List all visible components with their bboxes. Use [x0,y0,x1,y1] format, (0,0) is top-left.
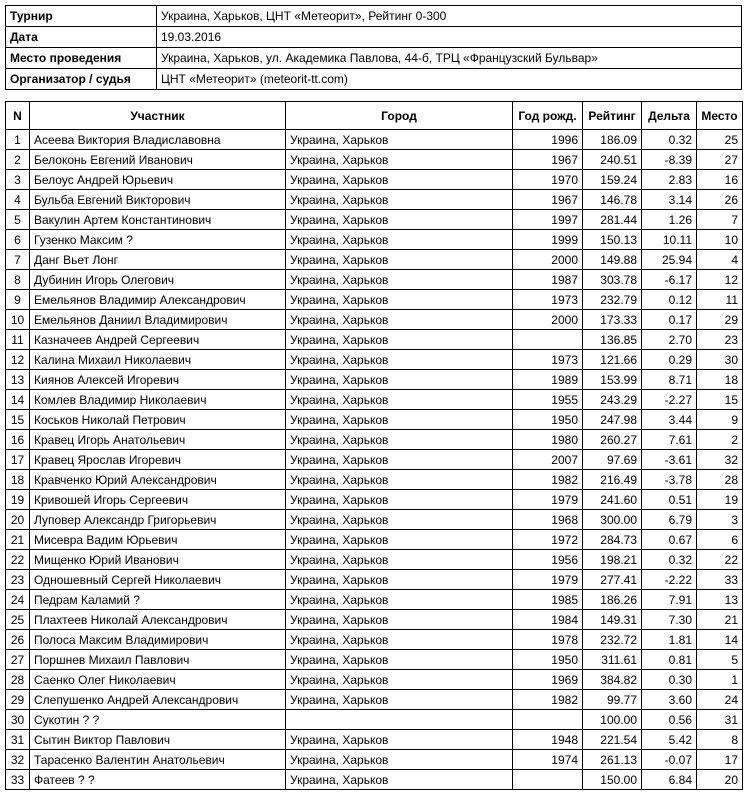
cell-number: 2 [6,150,30,170]
cell-city: Украина, Харьков [286,290,513,310]
cell-birth-year: 1987 [513,270,583,290]
cell-rating: 277.41 [583,570,642,590]
cell-birth-year [513,770,583,790]
cell-delta: 6.84 [642,770,697,790]
table-row [6,470,743,490]
cell-rating: 149.88 [583,250,642,270]
table-row [6,670,743,690]
table-row [6,550,743,570]
cell-rating: 260.27 [583,430,642,450]
cell-number: 24 [6,590,30,610]
cell-birth-year [513,330,583,350]
cell-rating: 149.31 [583,610,642,630]
table-row [6,430,743,450]
table-row [6,570,743,590]
cell-place: 29 [697,310,743,330]
cell-birth-year: 2000 [513,310,583,330]
cell-birth-year: 1970 [513,170,583,190]
cell-delta: 7.61 [642,430,697,450]
cell-participant: Данг Вьет Лонг [30,250,286,270]
cell-delta: 10.11 [642,230,697,250]
venue-value: Украина, Харьков, ул. Академика Павлова, 44-б, ТРЦ «Французский Бульвар» [157,48,742,69]
cell-city: Украина, Харьков [286,730,513,750]
cell-birth-year: 1956 [513,550,583,570]
cell-rating: 153.99 [583,370,642,390]
cell-city: Украина, Харьков [286,630,513,650]
cell-rating: 281.44 [583,210,642,230]
cell-place: 14 [697,630,743,650]
cell-city: Украина, Харьков [286,770,513,790]
cell-number: 20 [6,510,30,530]
cell-rating: 100.00 [583,710,642,730]
cell-rating: 97.69 [583,450,642,470]
results-body [6,130,743,790]
cell-city: Украина, Харьков [286,270,513,290]
cell-rating: 173.33 [583,310,642,330]
cell-participant: Мисевра Вадим Юрьевич [30,530,286,550]
info-row-organizer [6,69,742,90]
cell-place: 22 [697,550,743,570]
cell-birth-year: 1982 [513,690,583,710]
cell-number: 5 [6,210,30,230]
cell-place: 10 [697,230,743,250]
cell-birth-year: 1974 [513,750,583,770]
header-city: Город [286,102,513,130]
table-row [6,730,743,750]
cell-rating: 150.00 [583,770,642,790]
cell-participant: Плахтеев Николай Александрович [30,610,286,630]
cell-place: 7 [697,210,743,230]
cell-birth-year: 1997 [513,210,583,230]
cell-participant: Калина Михаил Николаевич [30,350,286,370]
cell-rating: 146.78 [583,190,642,210]
cell-rating: 311.61 [583,650,642,670]
header-birth-year: Год рожд. [513,102,583,130]
cell-delta: 0.30 [642,670,697,690]
cell-participant: Емельянов Даниил Владимирович [30,310,286,330]
cell-birth-year: 1950 [513,650,583,670]
cell-participant: Луповер Александр Григорьевич [30,510,286,530]
cell-number: 33 [6,770,30,790]
cell-delta: 7.30 [642,610,697,630]
cell-city: Украина, Харьков [286,210,513,230]
cell-birth-year: 1982 [513,470,583,490]
cell-rating: 284.73 [583,530,642,550]
table-row [6,610,743,630]
header-participant: Участник [30,102,286,130]
cell-number: 3 [6,170,30,190]
cell-place: 17 [697,750,743,770]
table-row [6,290,743,310]
header-place: Место [697,102,743,130]
cell-delta: 1.81 [642,630,697,650]
cell-participant: Сукотин ? ? [30,710,286,730]
cell-delta: 0.12 [642,290,697,310]
cell-participant: Гузенко Максим ? [30,230,286,250]
cell-place: 18 [697,370,743,390]
cell-place: 2 [697,430,743,450]
cell-rating: 243.29 [583,390,642,410]
table-row [6,390,743,410]
cell-delta: 6.79 [642,510,697,530]
header-delta: Дельта [642,102,697,130]
cell-number: 4 [6,190,30,210]
cell-birth-year: 1985 [513,590,583,610]
cell-city: Украина, Харьков [286,610,513,630]
cell-number: 14 [6,390,30,410]
cell-place: 24 [697,690,743,710]
cell-delta: 5.42 [642,730,697,750]
cell-number: 18 [6,470,30,490]
cell-number: 29 [6,690,30,710]
cell-place: 11 [697,290,743,310]
cell-birth-year: 1955 [513,390,583,410]
cell-place: 13 [697,590,743,610]
table-row [6,350,743,370]
cell-participant: Саенко Олег Николаевич [30,670,286,690]
cell-rating: 261.13 [583,750,642,770]
table-row [6,190,743,210]
cell-city: Украина, Харьков [286,330,513,350]
cell-place: 33 [697,570,743,590]
cell-place: 32 [697,450,743,470]
cell-participant: Кравец Ярослав Игоревич [30,450,286,470]
organizer-value: ЦНТ «Метеорит» (meteorit-tt.com) [157,69,742,90]
cell-participant: Педрам Каламий ? [30,590,286,610]
cell-number: 16 [6,430,30,450]
cell-birth-year: 1973 [513,350,583,370]
cell-delta: -3.78 [642,470,697,490]
cell-delta: 2.70 [642,330,697,350]
cell-place: 4 [697,250,743,270]
cell-delta: 2.83 [642,170,697,190]
cell-participant: Полоса Максим Владимирович [30,630,286,650]
table-row [6,250,743,270]
cell-delta: 0.32 [642,130,697,150]
cell-birth-year [513,710,583,730]
date-label: Дата [6,27,157,48]
cell-rating: 384.82 [583,670,642,690]
cell-number: 19 [6,490,30,510]
table-row [6,330,743,350]
cell-rating: 240.51 [583,150,642,170]
cell-place: 9 [697,410,743,430]
cell-rating: 136.85 [583,330,642,350]
cell-participant: Асеева Виктория Владиславовна [30,130,286,150]
table-row [6,210,743,230]
organizer-label: Организатор / судья [6,69,157,90]
cell-number: 25 [6,610,30,630]
cell-birth-year: 1969 [513,670,583,690]
cell-city: Украина, Харьков [286,670,513,690]
cell-delta: -8.39 [642,150,697,170]
table-row [6,310,743,330]
cell-city: Украина, Харьков [286,690,513,710]
cell-place: 3 [697,510,743,530]
table-row [6,170,743,190]
cell-place: 8 [697,730,743,750]
cell-city: Украина, Харьков [286,170,513,190]
cell-place: 30 [697,350,743,370]
cell-participant: Одношевный Сергей Николаевич [30,570,286,590]
cell-delta: 0.51 [642,490,697,510]
cell-birth-year: 1950 [513,410,583,430]
cell-participant: Фатеев ? ? [30,770,286,790]
cell-number: 1 [6,130,30,150]
cell-number: 26 [6,630,30,650]
cell-city: Украина, Харьков [286,230,513,250]
cell-city: Украина, Харьков [286,190,513,210]
cell-number: 8 [6,270,30,290]
cell-rating: 232.79 [583,290,642,310]
cell-birth-year: 1948 [513,730,583,750]
cell-participant: Кравченко Юрий Александрович [30,470,286,490]
cell-place: 25 [697,130,743,150]
cell-city: Украина, Харьков [286,130,513,150]
cell-rating: 186.26 [583,590,642,610]
cell-participant: Сытин Виктор Павлович [30,730,286,750]
cell-place: 16 [697,170,743,190]
cell-participant: Комлев Владимир Николаевич [30,390,286,410]
cell-number: 30 [6,710,30,730]
cell-birth-year: 2007 [513,450,583,470]
info-row-venue [6,48,742,69]
cell-delta: 1.26 [642,210,697,230]
cell-birth-year: 1999 [513,230,583,250]
cell-number: 32 [6,750,30,770]
cell-city: Украина, Харьков [286,310,513,330]
cell-city: Украина, Харьков [286,510,513,530]
cell-rating: 216.49 [583,470,642,490]
cell-birth-year: 1968 [513,510,583,530]
cell-participant: Бульба Евгений Викторович [30,190,286,210]
cell-city: Украина, Харьков [286,410,513,430]
cell-city: Украина, Харьков [286,370,513,390]
cell-birth-year: 1967 [513,190,583,210]
cell-delta: 7.91 [642,590,697,610]
cell-delta: 0.17 [642,310,697,330]
cell-city: Украина, Харьков [286,470,513,490]
table-row [6,770,743,790]
cell-delta: 0.81 [642,650,697,670]
venue-label: Место проведения [6,48,157,69]
info-row-date [6,27,742,48]
results-header-row [6,102,743,130]
cell-birth-year: 1973 [513,290,583,310]
cell-city: Украина, Харьков [286,570,513,590]
cell-rating: 186.09 [583,130,642,150]
cell-delta: 0.32 [642,550,697,570]
cell-delta: 0.29 [642,350,697,370]
info-row-tournament [6,6,742,27]
cell-place: 21 [697,610,743,630]
cell-city: Украина, Харьков [286,590,513,610]
cell-participant: Коськов Николай Петрович [30,410,286,430]
cell-birth-year: 1979 [513,490,583,510]
cell-city: Украина, Харьков [286,750,513,770]
cell-rating: 303.78 [583,270,642,290]
cell-city: Украина, Харьков [286,350,513,370]
cell-delta: 3.60 [642,690,697,710]
cell-number: 31 [6,730,30,750]
cell-number: 11 [6,330,30,350]
cell-birth-year: 1967 [513,150,583,170]
table-row [6,130,743,150]
table-row [6,270,743,290]
cell-city: Украина, Харьков [286,250,513,270]
cell-delta: -0.07 [642,750,697,770]
cell-rating: 247.98 [583,410,642,430]
cell-rating: 221.54 [583,730,642,750]
cell-city: Украина, Харьков [286,490,513,510]
tournament-label: Турнир [6,6,157,27]
cell-city [286,710,513,730]
cell-number: 17 [6,450,30,470]
cell-place: 26 [697,190,743,210]
cell-participant: Тарасенко Валентин Анатольевич [30,750,286,770]
cell-place: 6 [697,530,743,550]
cell-place: 31 [697,710,743,730]
cell-number: 15 [6,410,30,430]
cell-birth-year: 1978 [513,630,583,650]
cell-birth-year: 1979 [513,570,583,590]
cell-birth-year: 1972 [513,530,583,550]
cell-place: 27 [697,150,743,170]
cell-participant: Белоус Андрей Юрьевич [30,170,286,190]
table-row [6,530,743,550]
cell-delta: 8.71 [642,370,697,390]
cell-city: Украина, Харьков [286,530,513,550]
table-row [6,750,743,770]
cell-city: Украина, Харьков [286,550,513,570]
cell-rating: 121.66 [583,350,642,370]
cell-delta: -3.61 [642,450,697,470]
cell-place: 23 [697,330,743,350]
cell-birth-year: 1984 [513,610,583,630]
header-number: N [6,102,30,130]
cell-number: 21 [6,530,30,550]
cell-birth-year: 1996 [513,130,583,150]
table-row [6,710,743,730]
cell-rating: 99.77 [583,690,642,710]
cell-city: Украина, Харьков [286,430,513,450]
cell-city: Украина, Харьков [286,390,513,410]
cell-participant: Вакулин Артем Константинович [30,210,286,230]
cell-delta: 3.14 [642,190,697,210]
cell-place: 1 [697,670,743,690]
cell-delta: 3.44 [642,410,697,430]
cell-rating: 159.24 [583,170,642,190]
table-row [6,230,743,250]
table-row [6,690,743,710]
cell-participant: Емельянов Владимир Александрович [30,290,286,310]
cell-participant: Мищенко Юрий Иванович [30,550,286,570]
cell-number: 12 [6,350,30,370]
cell-delta: 0.56 [642,710,697,730]
cell-participant: Кравец Игорь Анатольевич [30,430,286,450]
table-row [6,590,743,610]
cell-participant: Казначеев Андрей Сергеевич [30,330,286,350]
cell-city: Украина, Харьков [286,650,513,670]
cell-number: 22 [6,550,30,570]
cell-rating: 241.60 [583,490,642,510]
header-rating: Рейтинг [583,102,642,130]
cell-participant: Киянов Алексей Игоревич [30,370,286,390]
cell-place: 5 [697,650,743,670]
cell-place: 12 [697,270,743,290]
cell-number: 13 [6,370,30,390]
tournament-value: Украина, Харьков, ЦНТ «Метеорит», Рейтинг 0-300 [157,6,742,27]
cell-rating: 198.21 [583,550,642,570]
cell-participant: Слепушенко Андрей Александрович [30,690,286,710]
cell-place: 20 [697,770,743,790]
cell-rating: 232.72 [583,630,642,650]
cell-birth-year: 1989 [513,370,583,390]
cell-birth-year: 1980 [513,430,583,450]
cell-participant: Дубинин Игорь Олегович [30,270,286,290]
table-row [6,510,743,530]
cell-rating: 300.00 [583,510,642,530]
cell-city: Украина, Харьков [286,150,513,170]
table-row [6,490,743,510]
cell-delta: -2.27 [642,390,697,410]
cell-number: 27 [6,650,30,670]
cell-delta: -6.17 [642,270,697,290]
cell-number: 9 [6,290,30,310]
cell-number: 28 [6,670,30,690]
cell-city: Украина, Харьков [286,450,513,470]
table-row [6,450,743,470]
cell-delta: 25.94 [642,250,697,270]
cell-delta: 0.67 [642,530,697,550]
tournament-info-table [5,5,742,90]
cell-number: 10 [6,310,30,330]
cell-number: 7 [6,250,30,270]
table-row [6,630,743,650]
table-row [6,150,743,170]
table-row [6,410,743,430]
cell-participant: Белоконь Евгений Иванович [30,150,286,170]
cell-number: 6 [6,230,30,250]
cell-delta: -2.22 [642,570,697,590]
cell-place: 19 [697,490,743,510]
results-table [5,101,743,790]
table-row [6,370,743,390]
cell-participant: Кривошей Игорь Сергеевич [30,490,286,510]
cell-place: 15 [697,390,743,410]
cell-rating: 150.13 [583,230,642,250]
cell-number: 23 [6,570,30,590]
cell-birth-year: 2000 [513,250,583,270]
date-value: 19.03.2016 [157,27,742,48]
cell-place: 28 [697,470,743,490]
cell-participant: Поршнев Михаил Павлович [30,650,286,670]
table-row [6,650,743,670]
